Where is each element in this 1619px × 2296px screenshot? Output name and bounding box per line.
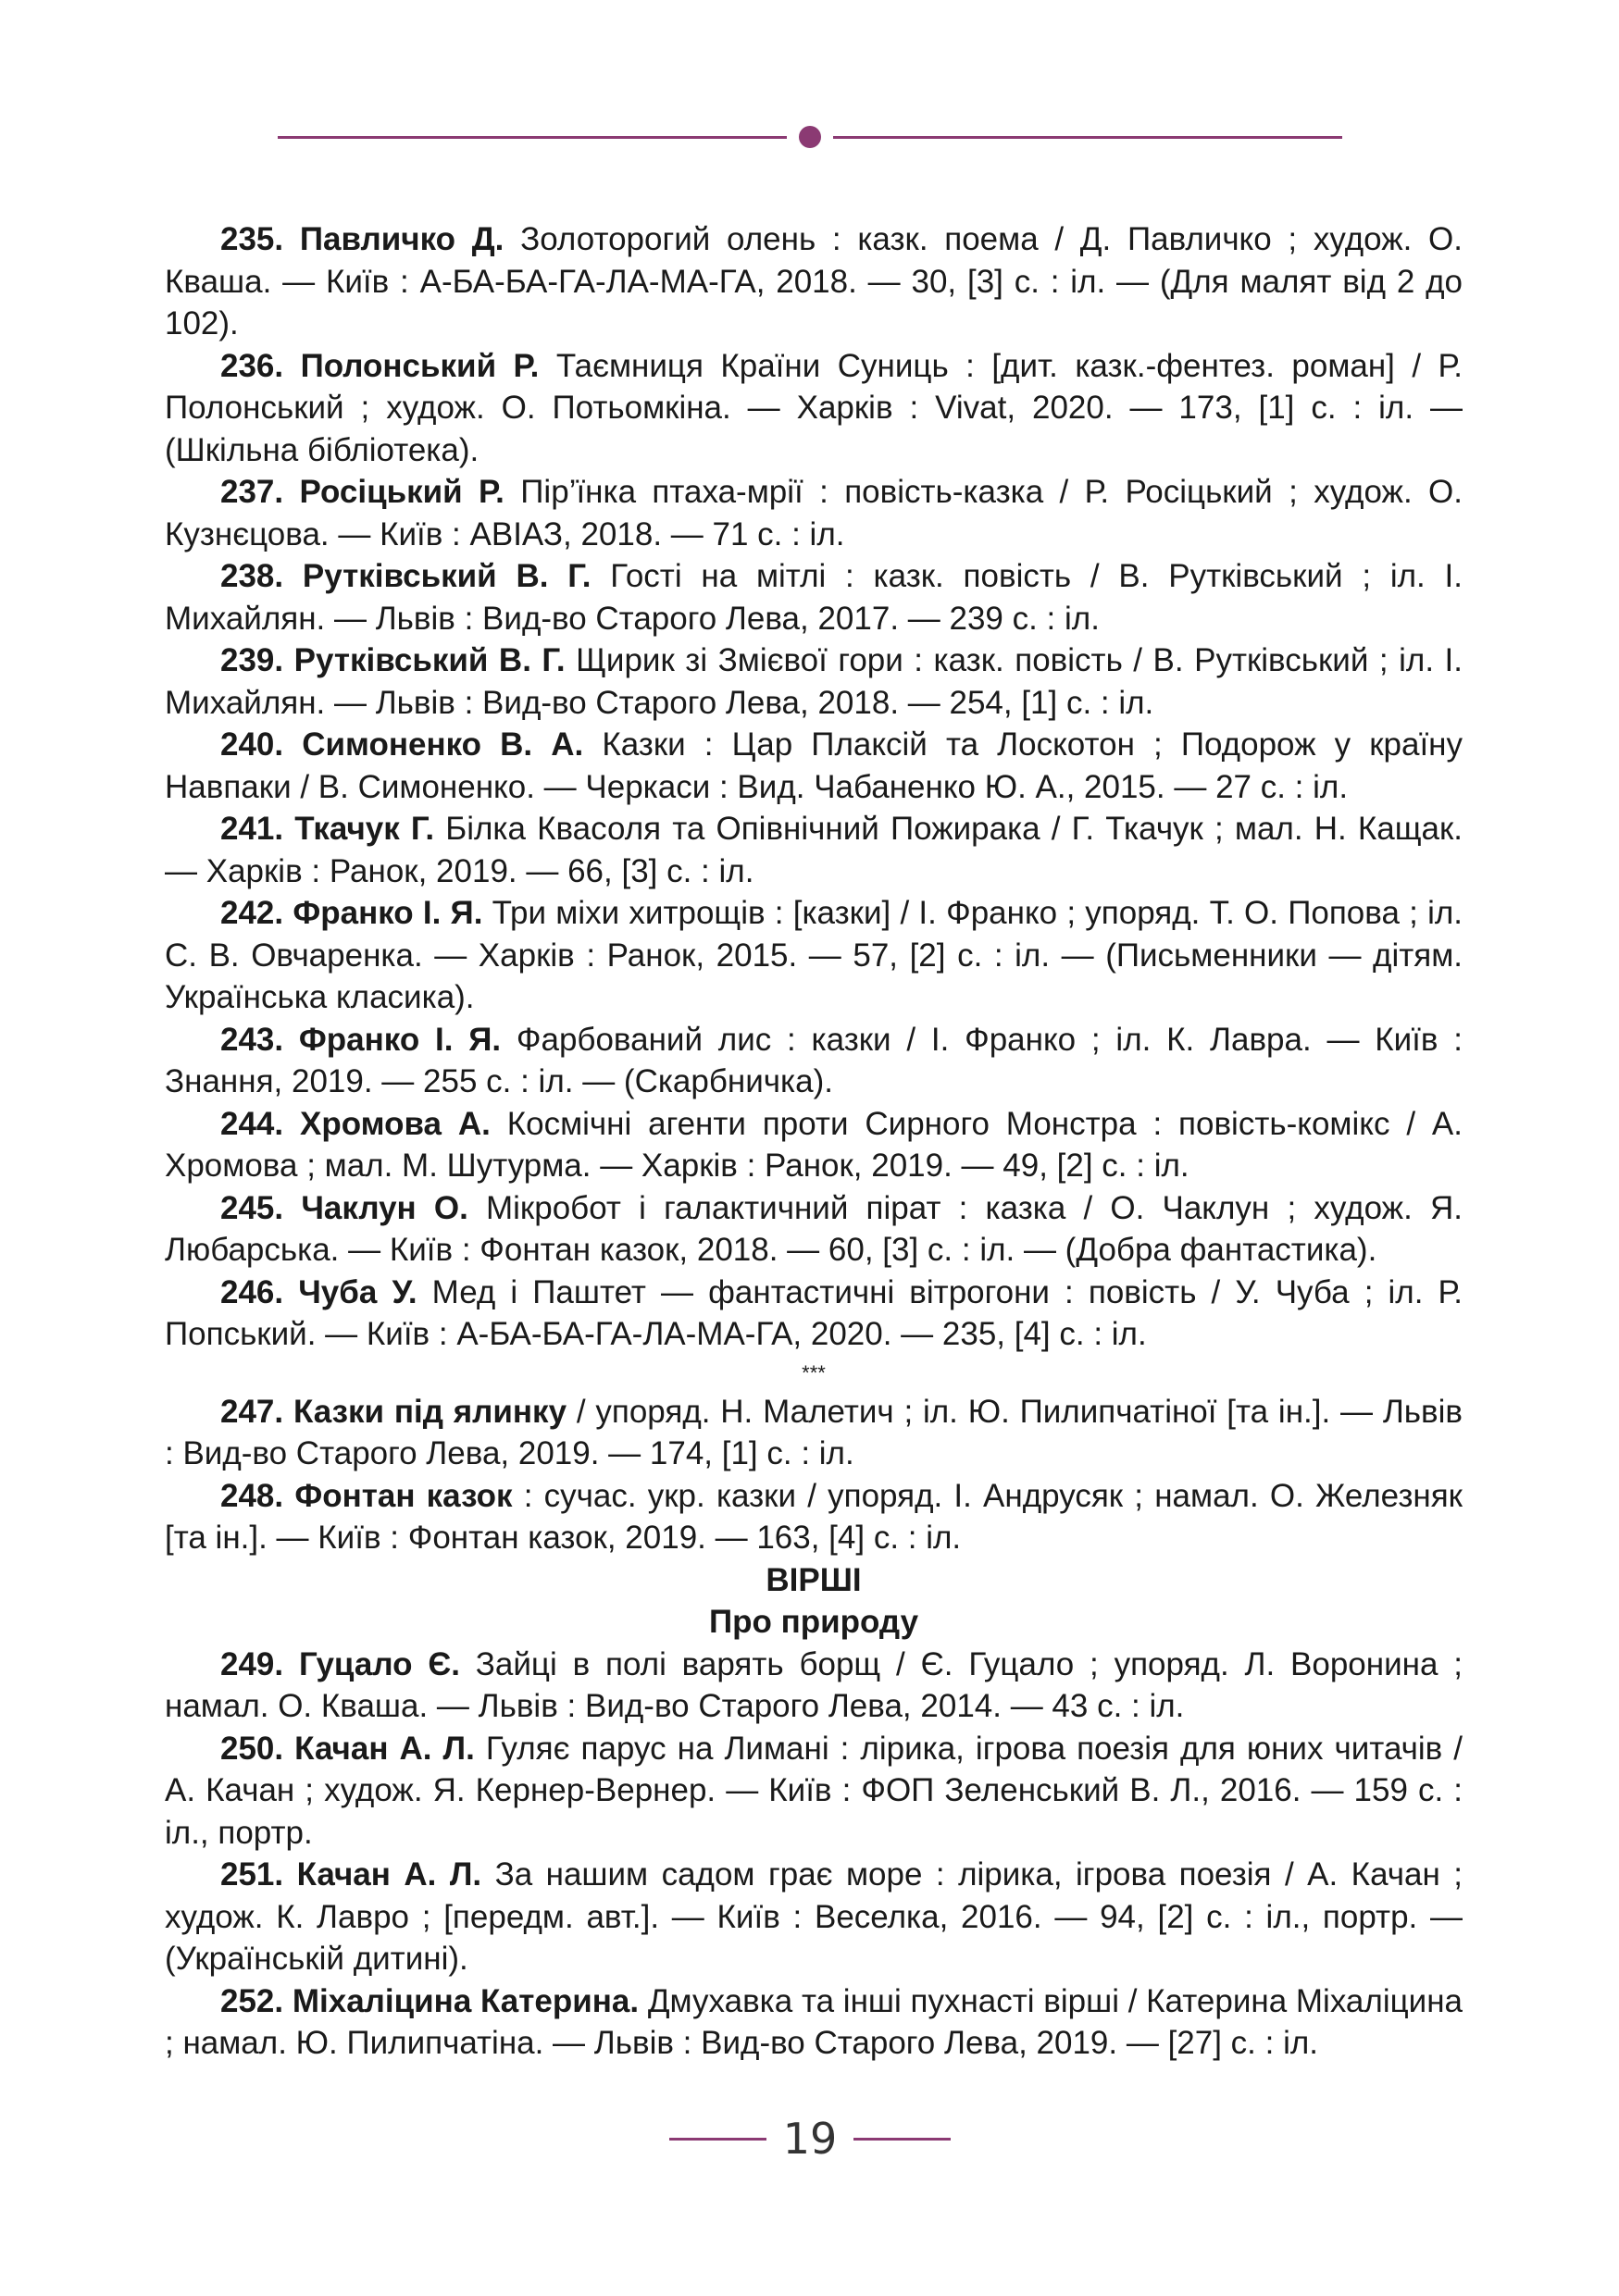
- ornament-line-left: [278, 136, 787, 139]
- subsection-heading: Про природу: [708, 1604, 919, 1640]
- entry-description: Три міхи хитрощів : [казки] / І. Франко ; упоряд. Т. О. Попова ; іл. С. В. Овчаренка. — Харків : Ранок, 2015. — 57, [2] с. : іл. — (Письменники — дітям. Українська класика).: [165, 895, 1463, 1015]
- entry-description: Космічні агенти проти Сирного Монстра : повість-комікс / А. Хромова ; мал. М. Шутурма. — Харків : Ранок, 2019. — 49, [2] с. : іл.: [165, 1105, 1463, 1184]
- entry-number: 251.: [220, 1856, 284, 1893]
- list-item: [165, 1391, 1463, 1475]
- entry-number: 241.: [220, 811, 284, 847]
- entry-number: 235.: [220, 221, 284, 257]
- entry-author: Франко І. Я.: [293, 895, 483, 931]
- entry-author: Рутківський В. Г.: [302, 558, 592, 594]
- list-item: [165, 555, 1463, 639]
- entry-author: Росіцький Р.: [299, 474, 504, 510]
- entry-author: Павличко Д.: [299, 221, 504, 257]
- page-number: 19: [782, 2114, 838, 2164]
- list-item: [165, 1980, 1463, 2065]
- entry-number: 252.: [220, 1982, 284, 2019]
- entry-description: Гості на мітлі : казк. повість / В. Рутківський ; іл. І. Михайлян. — Львів : Вид-во Старого Лева, 2017. — 239 с. : іл.: [165, 558, 1463, 637]
- entry-description: За нашим садом грає море : лірика, ігрова поезія / А. Качан ; худож. К. Лавро ; [передм. авт.]. — Київ : Веселка, 2016. — 94, [2] с. : іл., портр. — (Українській дитині).: [165, 1856, 1463, 1977]
- list-item: [165, 1272, 1463, 1356]
- list-item: [165, 808, 1463, 892]
- entry-number: 236.: [220, 347, 284, 384]
- entry-description: Білка Квасоля та Опівнічний Пожирака / Г. Ткачук ; мал. Н. Кащак. — Харків : Ранок, 2019. — 66, [3] с. : іл.: [165, 811, 1463, 889]
- list-item: [165, 1644, 1463, 1728]
- list-item: [165, 724, 1463, 808]
- entry-author: Ткачук Г.: [294, 811, 435, 847]
- entry-number: 248.: [220, 1477, 284, 1514]
- entry-description: Щирик зі Змієвої гори : казк. повість / В. Рутківський ; іл. І. Михайлян. — Львів : Вид-во Старого Лева, 2018. — 254, [1] с. : іл.: [165, 642, 1463, 721]
- entry-number: 237.: [220, 474, 284, 510]
- entry-author: Міхаліцина Катерина.: [292, 1982, 640, 2019]
- list-item: [165, 1475, 1463, 1559]
- entry-number: 244.: [220, 1105, 284, 1142]
- entry-number: 245.: [220, 1189, 284, 1226]
- entry-description: Гуляє парус на Лимані : лірика, ігрова поезія для юних читачів / А. Качан ; худож. Я. Кернер-Вернер. — Київ : ФОП Зеленський В. Л., 2016. — 159 с. : іл., портр.: [165, 1730, 1463, 1851]
- footer-line-left: [669, 2138, 766, 2141]
- list-item: [165, 1187, 1463, 1272]
- entry-number: 239.: [220, 642, 284, 678]
- entry-author: Симоненко В. А.: [302, 726, 584, 763]
- entry-number: 238.: [220, 558, 284, 594]
- entry-author: Чаклун О.: [301, 1189, 468, 1226]
- entry-description: / упоряд. Н. Малетич ; іл. Ю. Пилипчатіної [та ін.]. — Львів : Вид-во Старого Лева, 2019. — 174, [1] с. : іл.: [165, 1393, 1463, 1471]
- entry-number: 243.: [220, 1021, 284, 1058]
- entry-description: Мікробот і галактичний пірат : казка / О. Чаклун ; худож. Я. Любарська. — Київ : Фонтан казок, 2018. — 60, [3] с. : іл. — (Добра фантастика).: [165, 1189, 1463, 1268]
- entry-number: 242.: [220, 895, 284, 931]
- top-ornament: [278, 126, 1342, 148]
- ornament-line-right: [833, 136, 1342, 139]
- entry-title: Казки під ялинку: [293, 1393, 567, 1430]
- entry-author: Чуба У.: [298, 1273, 417, 1310]
- ornament-dot: [799, 126, 821, 148]
- list-item: [165, 1019, 1463, 1103]
- entry-number: 246.: [220, 1273, 284, 1310]
- entry-number: 240.: [220, 726, 284, 763]
- entry-author: Гуцало Є.: [298, 1645, 460, 1682]
- entry-author: Хромова А.: [300, 1105, 491, 1142]
- entry-author: Качан А. Л.: [294, 1730, 475, 1767]
- list-item: [165, 345, 1463, 472]
- entry-author: Полонський Р.: [300, 347, 540, 384]
- list-item: [165, 1854, 1463, 1980]
- entry-number: 247.: [220, 1393, 284, 1430]
- entry-number: 250.: [220, 1730, 284, 1767]
- entry-author: Рутківський В. Г.: [293, 642, 566, 678]
- entry-author: Франко І. Я.: [298, 1021, 502, 1058]
- list-item: [165, 1103, 1463, 1187]
- page-footer: [669, 2111, 951, 2166]
- list-item: [165, 218, 1463, 345]
- list-item: [165, 1728, 1463, 1855]
- entry-description: : сучас. укр. казки / упоряд. І. Андрусяк ; намал. О. Железняк [та ін.]. — Київ : Фонтан казок, 2019. — 163, [4] с. : іл.: [165, 1477, 1463, 1556]
- entry-number: 249.: [220, 1645, 284, 1682]
- list-item: [165, 639, 1463, 724]
- section-heading: ВІРШІ: [766, 1561, 862, 1598]
- entry-author: Качан А. Л.: [296, 1856, 482, 1893]
- entry-description: Зайці в полі варять борщ / Є. Гуцало ; упоряд. Л. Воронина ; намал. О. Кваша. — Львів : Вид-во Старого Лева, 2014. — 43 с. : іл.: [165, 1645, 1463, 1724]
- entry-description: Дмухавка та інші пухнасті вірші / Катерина Міхаліцина ; намал. Ю. Пилипчатіна. — Львів : Вид-во Старого Лева, 2019. — [27] с. : іл.: [165, 1982, 1463, 2061]
- entry-description: Таємниця Країни Суниць : [дит. казк.-фентез. роман] / Р. Полонський ; худож. О. Потьомкіна. — Харків : Vivat, 2020. — 173, [1] с. : іл. — (Шкільна бібліотека).: [165, 347, 1463, 468]
- entry-description: Пір’їнка птаха-мрії : повість-казка / Р. Росіцький ; худож. О. Кузнєцова. — Київ : АВІАЗ, 2018. — 71 с. : іл.: [165, 474, 1463, 552]
- bibliography-list: [165, 218, 1463, 2065]
- entry-description: Золоторогий олень : казк. поема / Д. Павличко ; худож. О. Кваша. — Київ : А-БА-БА-ГА-ЛА-МА-ГА, 2018. — 30, [3] с. : іл. — (Для малят від 2 до 102).: [165, 221, 1463, 341]
- entry-description: Казки : Цар Плаксій та Лоскотон ; Подорож у країну Навпаки / В. Симоненко. — Черкаси : Вид. Чабаненко Ю. А., 2015. — 27 с. : іл.: [165, 726, 1463, 805]
- list-item: [165, 892, 1463, 1019]
- list-item: [165, 471, 1463, 555]
- entry-description: Фарбований лис : казки / І. Франко ; іл. К. Лавра. — Київ : Знання, 2019. — 255 с. : іл. — (Скарбничка).: [165, 1021, 1463, 1099]
- entry-title: Фонтан казок: [294, 1477, 513, 1514]
- entry-description: Мед і Паштет — фантастичні вітрогони : повість / У. Чуба ; іл. Р. Попський. — Київ : А-БА-БА-ГА-ЛА-МА-ГА, 2020. — 235, [4] с. : іл.: [165, 1273, 1463, 1352]
- footer-line-right: [853, 2138, 951, 2141]
- section-separator: ***: [802, 1360, 826, 1384]
